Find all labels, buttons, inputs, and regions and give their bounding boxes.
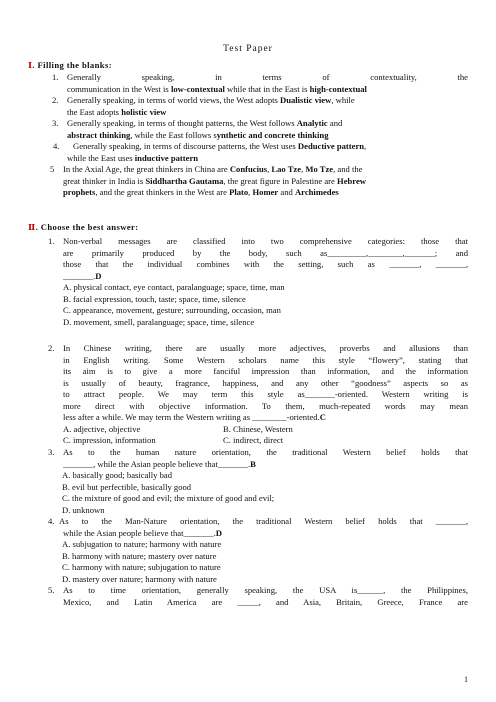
- s1-item-2-number: 2.: [52, 95, 59, 105]
- question-4: As to the Man-Nature orientation, the traditional Western belief holds that _______, while the Asian people believe that_______.D: [59, 516, 468, 538]
- q1-option-d: D. movement, smell, paralanguage; space, time, silence: [63, 316, 255, 327]
- q2-option-a: A. adjective, objective: [63, 423, 141, 434]
- question-2: In Chinese writing, there are usually more adjectives, proverbs and allusions than in English writing. Some Western scholars name this style “flowery”, stating that its aim is to give a more fanciful impression than information, and the information is usually of beauty, fragrance, happiness, and any other “goodness” aspects so as to attract people. We may term this style as_______-oriented. Western writing is more direct with objective information. To them, much-repeated words may mean less after a while. We may term the Western writing as ________-oriented.C A. adjective, objective B. Chinese, Western C. impression, information C. indirect, direct: [63, 343, 468, 445]
- page-number: 1: [464, 675, 468, 684]
- q4-option-a: A. subjugation to nature; harmony with nature: [62, 539, 222, 549]
- q2-option-c: C. impression, information: [63, 435, 156, 445]
- s1-item-4-number: 4.: [53, 141, 60, 151]
- s1-item-1-number: 1.: [52, 72, 59, 82]
- s1-item-3-number: 3.: [52, 118, 59, 128]
- s1-item-5: In the Axial Age, the great thinkers in China are Confucius, Lao Tze, Mo Tze, and the great thinker in India is Siddhartha Gautama, the great figure in Palestine are Hebrew prophets, and the great thinkers in the West are Plato, Homer and Archimedes: [63, 164, 366, 197]
- s1-item-4: Generally speaking, in terms of discourse patterns, the West uses Deductive pattern, while the East uses inductive pattern: [67, 141, 367, 163]
- section-1-heading: Ⅰ. Filling the blanks:: [28, 60, 112, 70]
- section-2-heading: Ⅱ. Choose the best answer:: [28, 222, 139, 232]
- q3-number: 3.: [48, 447, 55, 457]
- q4-answer: D: [215, 527, 222, 538]
- q1-number: 1.: [48, 236, 55, 246]
- q2-option-b: B. Chinese, Western: [223, 423, 293, 434]
- q5-number: 5.: [48, 585, 55, 595]
- q2-number: 2.: [48, 343, 55, 353]
- page-title: Test Paper: [223, 44, 273, 54]
- q1-answer: D: [95, 270, 102, 281]
- question-1: Non-verbal messages are classified into two comprehensive categories: those that are primarily produced by the body, such as_________,________,_______; and those that the individual combines with the setting, such as _______, _______, _______.D A. physical contact, eye contact, paralanguage; space, time, man B. facial expression, touch, taste; space, time, silence C. appearance, movement, gesture; surrounding, occasion, man D. movement, smell, paralanguage; space, time, silence: [63, 236, 468, 327]
- s1-item-3: Generally speaking, in terms of thought patterns, the West follows Analytic and abstract thinking, while the East follows synthetic and concrete thinking: [67, 118, 343, 140]
- q4-options: [62, 539, 468, 585]
- s1-item-5-number: 5: [50, 164, 55, 174]
- question-3: As to the human nature orientation, the traditional Western belief holds that _______, while the Asian people believe that_______.B: [63, 447, 468, 469]
- s1-item-2: Generally speaking, in terms of world views, the West adopts Dualistic view, while the East adopts holistic view: [67, 95, 355, 117]
- q1-option-a: A. physical contact, eye contact, paralanguage; space, time, man: [63, 282, 285, 292]
- q1-option-c: C. appearance, movement, gesture; surrounding, occasion, man: [63, 305, 281, 315]
- q4-number: 4.: [48, 516, 55, 526]
- s1-item-1: Generally speaking, in terms of contextuality, the communication in the West is low-contextual while that in the East is high-contextual: [67, 72, 468, 94]
- q2-option-d: C. indirect, direct: [223, 435, 284, 445]
- q3-option-d: D. unknown: [62, 504, 105, 515]
- section-1-numeral: Ⅰ: [28, 60, 33, 70]
- q3-option-c: C. the mixture of good and evil; the mixture of good and evil;: [62, 493, 275, 503]
- q1-option-b: B. facial expression, touch, taste; space, time, silence: [63, 293, 246, 304]
- q4-option-c: C. harmony with nature; subjugation to nature: [62, 562, 221, 572]
- question-5: As to time orientation, generally speaking, the USA is______, the Philippines, Mexico, and Latin America are _____, and Asia, Britain, Greece, France are: [63, 585, 468, 607]
- section-2-numeral: Ⅱ: [28, 222, 36, 232]
- q3-option-b: B. evil but perfectible, basically good: [62, 481, 192, 492]
- q4-option-b: B. harmony with nature; mastery over nature: [62, 550, 217, 561]
- q3-option-a: A. basically good; basically bad: [62, 470, 173, 480]
- q4-option-d: D. mastery over nature; harmony with nature: [62, 573, 217, 584]
- q3-answer: B: [250, 458, 256, 469]
- q2-answer: C: [319, 412, 326, 422]
- q3-options: [62, 470, 468, 516]
